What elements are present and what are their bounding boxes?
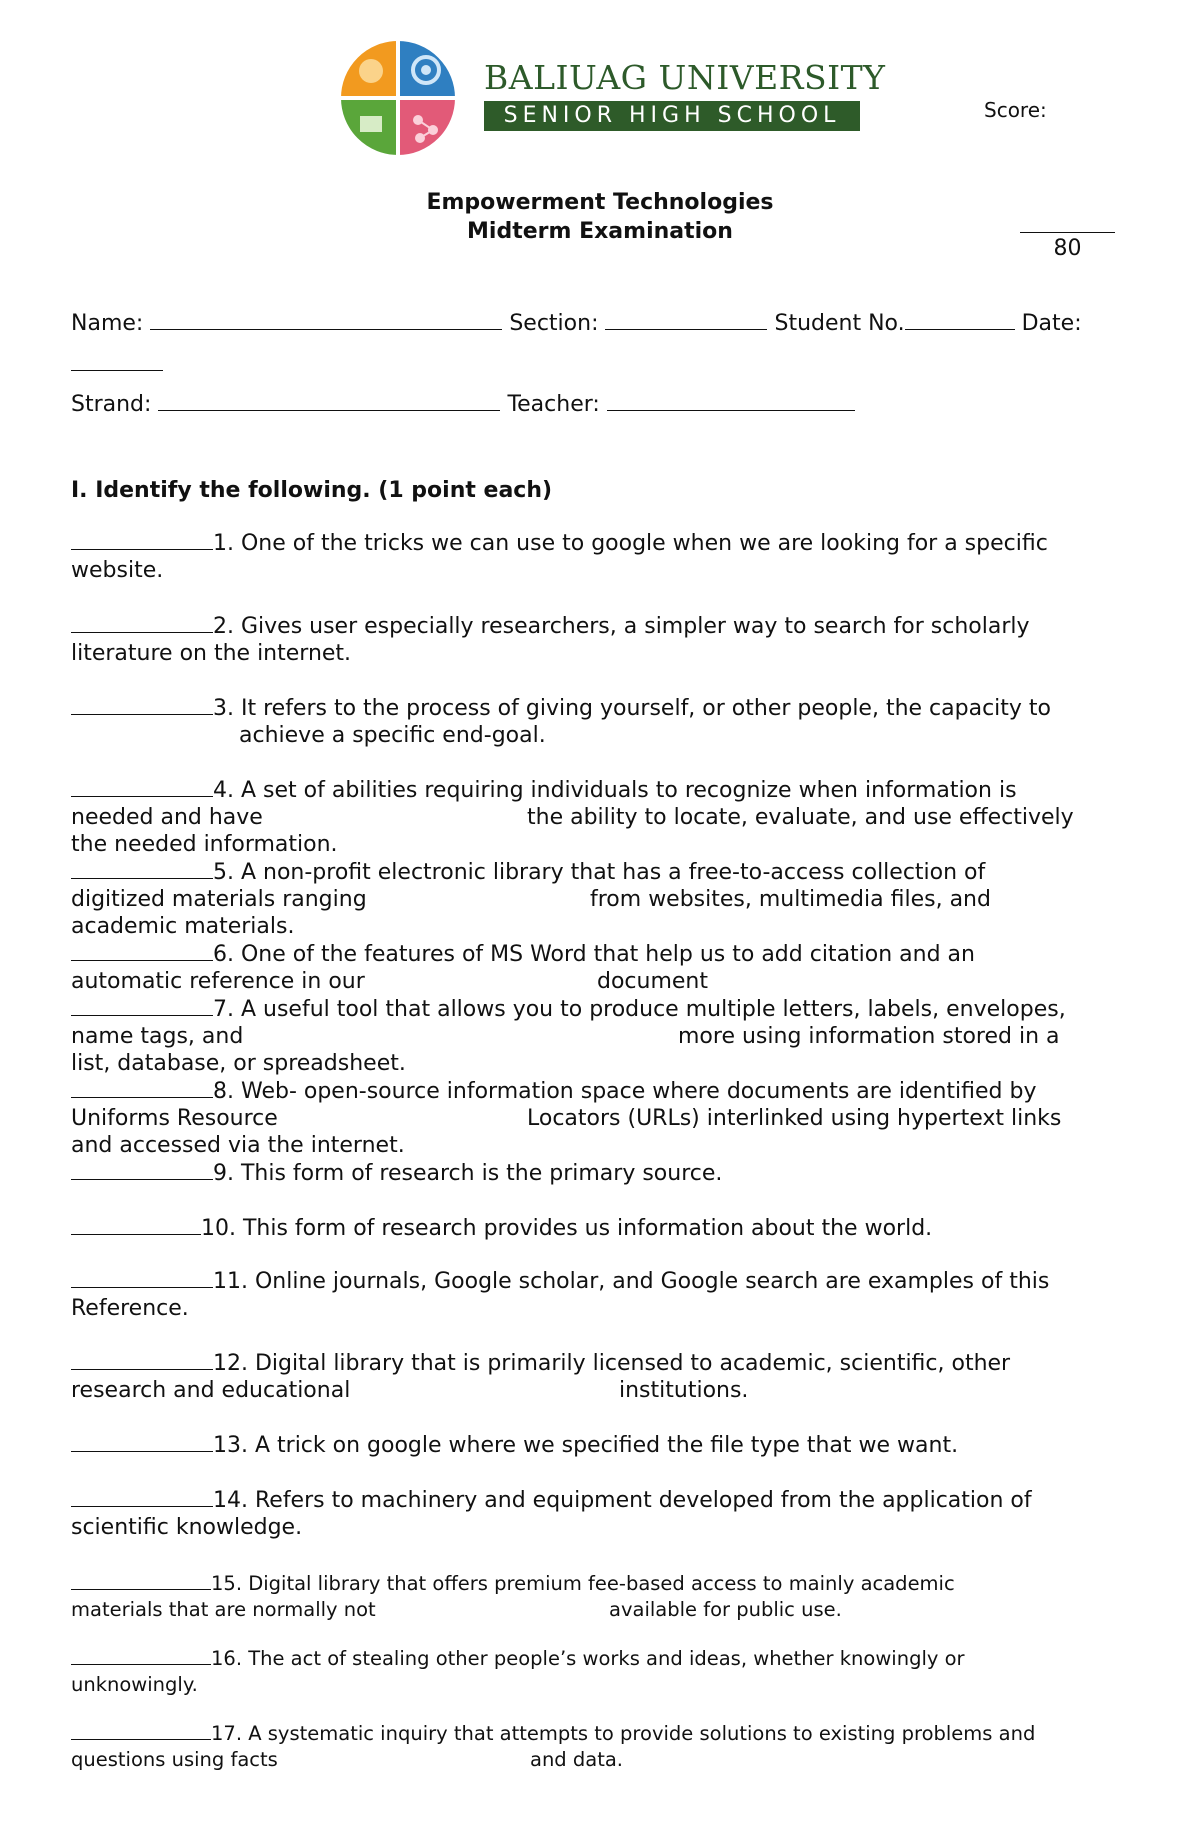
teacher-label: Teacher: [507, 392, 600, 417]
question-item: 17. A systematic inquiry that attempts to provide solutions to existing problems and questions using facts and data. [71, 1722, 1036, 1771]
question-item: 15. Digital library that offers premium fee-based access to mainly academic materials that are normally not available for public use. [71, 1572, 955, 1621]
date-label: Date: [1021, 311, 1082, 336]
question-item: 14. Refers to machinery and equipment developed from the application of scientific knowledge. [71, 1488, 1032, 1540]
name-label: Name: [71, 311, 144, 336]
section-blank[interactable] [605, 311, 767, 330]
info-fields-row2 [71, 392, 855, 417]
strand-blank[interactable] [158, 392, 500, 411]
name-blank[interactable] [150, 311, 502, 330]
answer-blank[interactable] [71, 1571, 211, 1590]
question-item: 6. One of the features of MS Word that help us to add citation and an automatic reference in our document [71, 942, 975, 994]
brand-name: BALIUAG UNIVERSITY [484, 58, 886, 97]
score-label: Score: [984, 98, 1047, 122]
answer-blank[interactable] [71, 696, 213, 715]
strand-label: Strand: [71, 392, 152, 417]
exam-type-title: Midterm Examination [467, 219, 733, 244]
answer-blank[interactable] [71, 1646, 211, 1665]
question-item: 1. One of the tricks we can use to google when we are looking for a specific website. [71, 531, 1048, 583]
score-total: 80 [1053, 236, 1082, 261]
answer-blank[interactable] [71, 1433, 213, 1452]
answer-blank[interactable] [71, 531, 213, 550]
exam-subject-title: Empowerment Technologies [426, 190, 774, 215]
score-blank-line [1020, 232, 1115, 233]
brand-subtitle: SENIOR HIGH SCHOOL [484, 101, 860, 131]
answer-blank[interactable] [71, 614, 213, 633]
answer-blank[interactable] [71, 1488, 213, 1507]
question-item: 9. This form of research is the primary source. [71, 1160, 1131, 1187]
answer-blank[interactable] [71, 1079, 213, 1098]
answer-blank[interactable] [71, 860, 213, 879]
answer-blank[interactable] [71, 1161, 213, 1180]
section-heading: I. Identify the following. (1 point each) [71, 478, 553, 503]
question-item: 7. A useful tool that allows you to produce multiple letters, labels, envelopes, name tags, and more using information stored in a list, database, or spreadsheet. [71, 997, 1066, 1076]
question-item: 12. Digital library that is primarily licensed to academic, scientific, other research and educational institutions. [71, 1351, 1011, 1403]
section-label: Section: [509, 311, 599, 336]
question-item: 4. A set of abilities requiring individuals to recognize when information is needed and have the ability to locate, evaluate, and use effectively the needed information. [71, 778, 1074, 857]
teacher-blank[interactable] [607, 392, 855, 411]
question-item: 8. Web- open-source information space where documents are identified by Uniforms Resource Locators (URLs) interlinked using hypertext links and accessed via the internet. [71, 1079, 1062, 1158]
student-no-blank[interactable] [905, 311, 1015, 330]
answer-blank[interactable] [71, 1269, 213, 1288]
answer-blank[interactable] [71, 778, 213, 797]
answer-blank[interactable] [71, 1721, 211, 1740]
info-fields-row1 [71, 311, 1082, 336]
student-no-label: Student No. [774, 311, 905, 336]
answer-blank[interactable] [71, 1216, 201, 1235]
university-logo [338, 38, 458, 158]
question-item: 2. Gives user especially researchers, a simpler way to search for scholarly literature on the internet. [71, 614, 1030, 666]
question-item: 10. This form of research provides us information about the world. [71, 1215, 1131, 1242]
question-item: 3. It refers to the process of giving yourself, or other people, the capacity to achieve a specific end-goal. [71, 695, 1131, 749]
answer-blank[interactable] [71, 942, 213, 961]
answer-blank[interactable] [71, 1351, 213, 1370]
question-item: 11. Online journals, Google scholar, and Google search are examples of this Reference. [71, 1269, 1050, 1321]
question-item: 13. A trick on google where we specified the file type that we want. [71, 1432, 1131, 1459]
date-blank[interactable] [71, 352, 163, 371]
question-item: 16. The act of stealing other people’s works and ideas, whether knowingly or unknowingly. [71, 1647, 965, 1696]
answer-blank[interactable] [71, 997, 213, 1016]
question-item: 5. A non-profit electronic library that has a free-to-access collection of digitized materials ranging from websites, multimedia files, and academic materials. [71, 860, 991, 939]
